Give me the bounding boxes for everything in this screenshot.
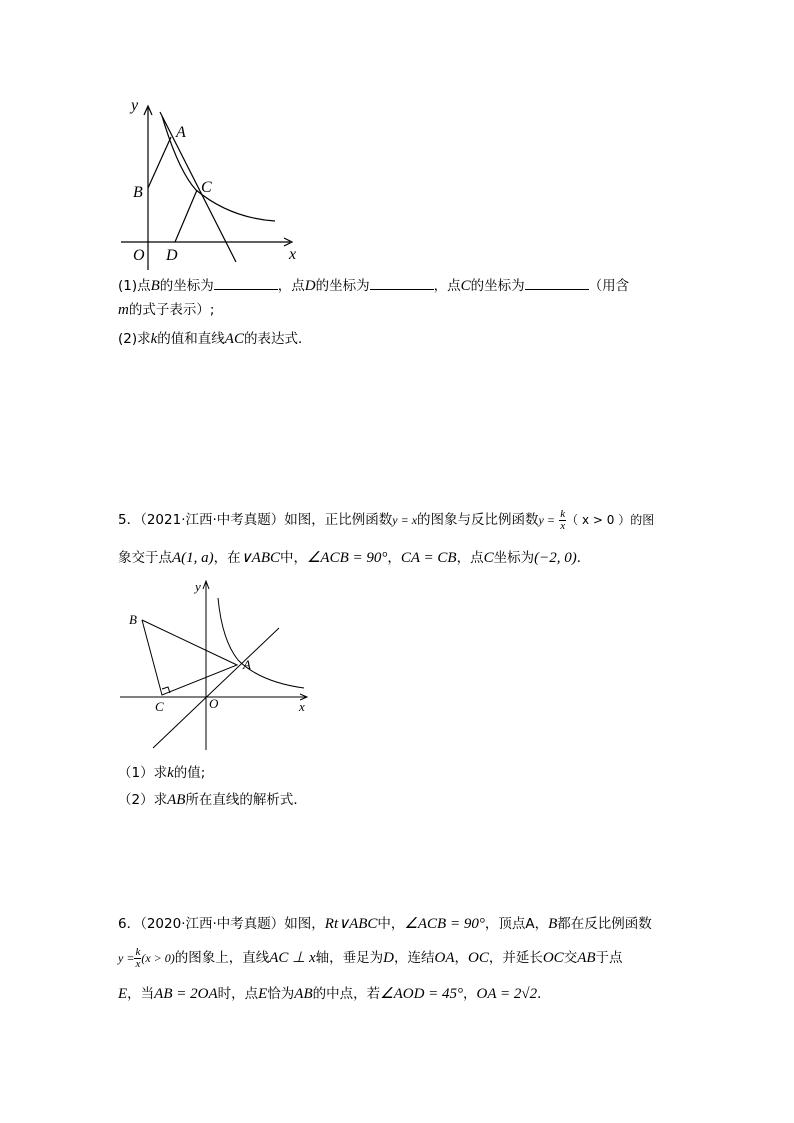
var-ab: AB: [294, 986, 313, 1002]
var-b: B: [548, 916, 558, 932]
coord-c: (−2, 0): [534, 550, 577, 566]
var-oc: OC: [542, 950, 564, 966]
var-ac: AC: [224, 331, 244, 347]
text: ．: [576, 550, 591, 566]
text: 时，点: [217, 986, 259, 1002]
fig1-label-d: D: [166, 247, 178, 264]
fig1-label-b: B: [133, 184, 143, 201]
fig2-hyperbola: [218, 598, 304, 688]
text: 中，: [279, 550, 307, 566]
var-ab: AB: [577, 950, 596, 966]
text: 的坐标为: [315, 278, 370, 294]
text: ，当: [127, 986, 155, 1002]
text: ，顶点A，: [484, 916, 549, 932]
fig2-label-x: x: [299, 699, 305, 714]
problem6-line3: [118, 984, 551, 1004]
eq-ca-cb: CA = CB: [400, 550, 457, 566]
text: 于点: [595, 950, 623, 966]
var-c: C: [460, 278, 471, 294]
text: ，点: [456, 550, 484, 566]
text: 的中点，若: [312, 986, 381, 1002]
fig2-line-y-eq-x: [153, 628, 279, 748]
text: 坐标为: [493, 550, 535, 566]
text: 的坐标为: [159, 278, 214, 294]
text: 恰为: [267, 986, 295, 1002]
var-k: k: [167, 765, 174, 781]
eq-ab-2oa: AB = 2OA: [154, 986, 218, 1002]
problem5-heading: 5．（2021·江西·中考真题）如图，正比例函数: [118, 512, 393, 528]
var-a: A: [172, 550, 182, 566]
fig1-label-o: O: [133, 247, 145, 264]
cond-x-positive: (x > 0): [141, 951, 175, 965]
problem5-question2: [118, 790, 307, 810]
fig2-label-y: y: [195, 579, 201, 594]
text: 的值;: [173, 765, 206, 781]
fig1-label-y: y: [131, 97, 139, 114]
text: (2)求: [118, 331, 151, 347]
var-ab: AB: [167, 792, 186, 808]
text: ，在: [213, 550, 241, 566]
problem6-heading: 6．（2020·江西·中考真题）如图，: [118, 916, 325, 932]
angle-aod: ∠AOD = 45°: [380, 986, 464, 1002]
problem6-line1: [118, 914, 652, 934]
text: 的式子表示）;: [128, 302, 215, 318]
text: 的表达式．: [243, 331, 312, 347]
text: (1)点: [118, 278, 151, 294]
coord-a: (1, a): [181, 550, 214, 566]
fig2-label-o: O: [209, 696, 219, 711]
var-oa: OA: [434, 950, 455, 966]
fig1-label-a: A: [176, 124, 186, 141]
text: ，: [463, 986, 477, 1002]
var-e: E: [118, 986, 128, 1002]
triangle-abc: ∨ABC: [240, 550, 280, 566]
text: ，点: [433, 278, 461, 294]
text: （用含: [588, 278, 630, 294]
text: （ x > 0 ）的图: [566, 513, 655, 527]
var-d: D: [383, 950, 394, 966]
fig2-triangle-abc: [142, 620, 237, 695]
text: 中，: [377, 916, 405, 932]
var-b: B: [150, 278, 160, 294]
eq-y: y =: [538, 513, 555, 527]
text: 交: [563, 950, 578, 966]
fig1-label-c: C: [201, 179, 212, 196]
var-k: k: [150, 331, 158, 347]
text: 的值和直线: [157, 331, 225, 347]
angle-acb: ∠ACB = 90°: [404, 916, 485, 932]
angle-acb: ∠ACB = 90°: [306, 550, 388, 566]
rt-triangle: Rt∨ABC: [324, 916, 378, 932]
fig1-label-x: x: [289, 246, 297, 263]
text: 的坐标为: [470, 278, 525, 294]
text: 象交于点: [118, 550, 172, 566]
var-c: C: [483, 550, 494, 566]
eq-ac-perp-x: AC ⊥ x: [269, 950, 316, 966]
text: 轴，垂足为: [315, 950, 384, 966]
text: 的图象与反比例函数: [417, 512, 539, 528]
fig2-label-a: A: [243, 657, 251, 672]
problem5-question1: [118, 763, 205, 783]
text: （1）求: [118, 765, 168, 781]
eq-oa-value: OA = 2√2: [476, 986, 538, 1002]
fraction-k-over-x: $\frac{k}{x}$: [560, 507, 566, 532]
eq-y: y =: [118, 951, 135, 965]
text: ．: [537, 986, 551, 1002]
var-m: m: [118, 302, 129, 318]
text: ，点: [277, 278, 305, 294]
text: ，: [454, 950, 468, 966]
var-d: D: [304, 278, 316, 294]
problem6-line2: [118, 945, 623, 971]
eq-y-x: y = x: [392, 513, 418, 527]
text: ，: [387, 550, 401, 566]
fig2-label-c: C: [155, 699, 164, 714]
text: （2）求: [118, 792, 168, 808]
text: 都在反比例函数: [557, 916, 652, 932]
text: 所在直线的解析式．: [185, 792, 307, 808]
var-oc: OC: [468, 950, 489, 966]
fraction-k-over-x: $\frac{k}{x}$: [135, 945, 141, 970]
fig2-label-b: B: [129, 612, 137, 627]
var-e: E: [258, 986, 268, 1002]
text: ，连结: [394, 950, 435, 966]
text: 的图象上，直线: [174, 950, 270, 966]
text: ，并延长: [488, 950, 543, 966]
